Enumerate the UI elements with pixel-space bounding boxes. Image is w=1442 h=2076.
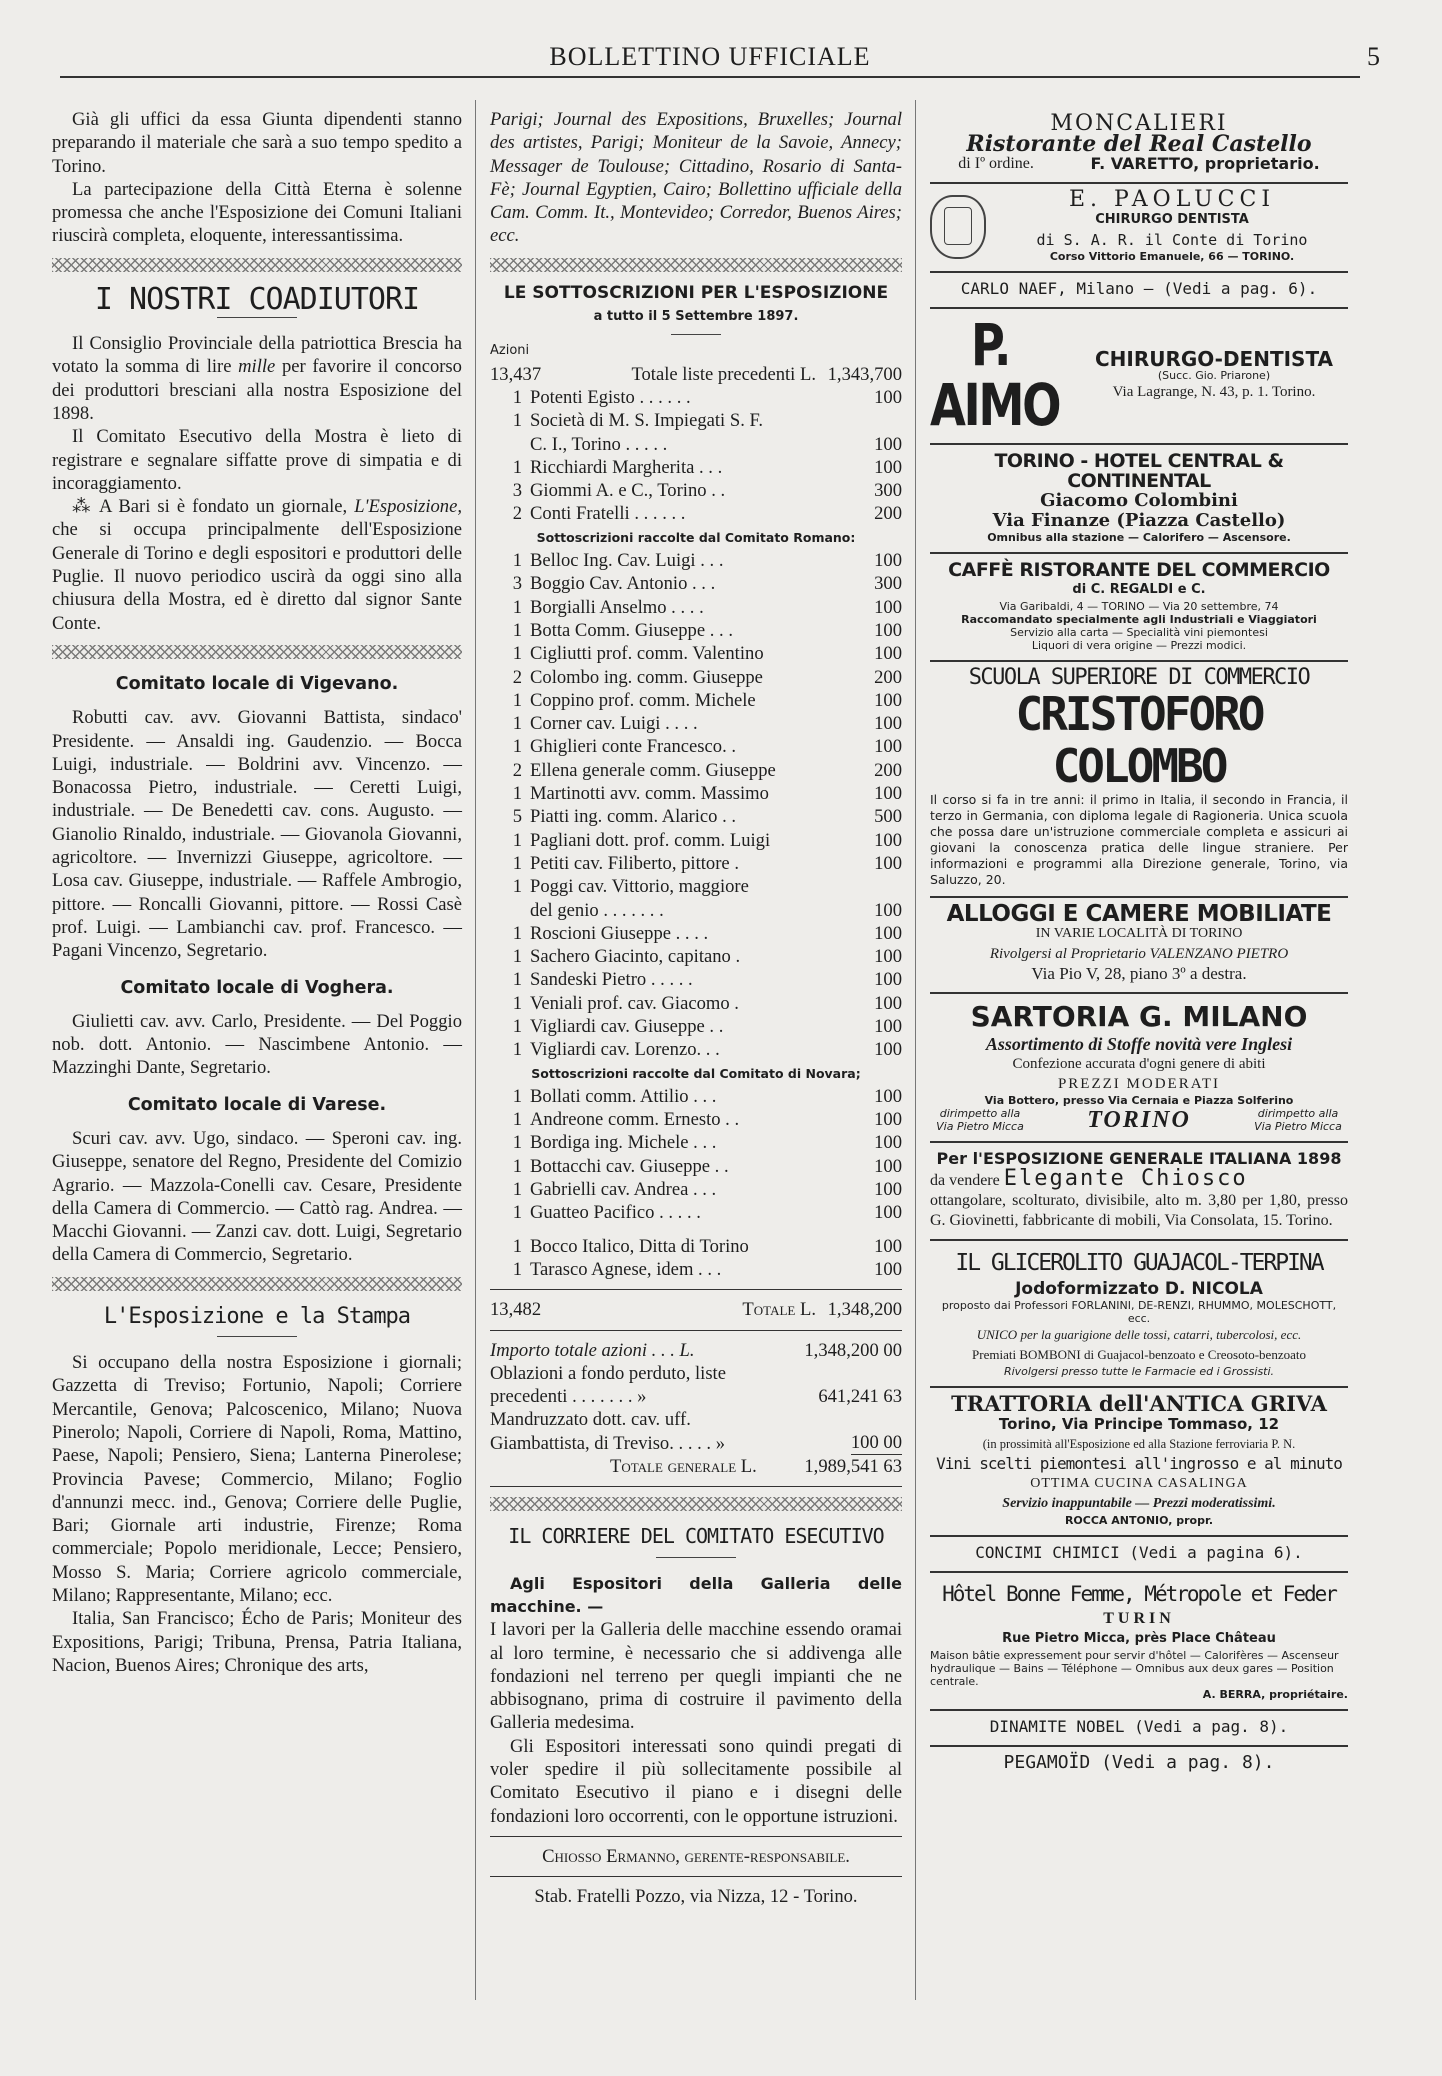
subscription-row bbox=[490, 712, 902, 735]
gerente-line: Chiosso Ermanno, gerente-responsabile. bbox=[542, 1845, 850, 1867]
row-amount: 100 bbox=[874, 1109, 902, 1131]
varese-members: Scuri cav. avv. Ugo, sindaco. — Speroni cav. ing. Giuseppe, senatore del Regno, Presidente del Comizio Agrario. — Mazzola-Conelli cav. Cesare, Presidente della Camera di Commercio. — Cattò rag. Andrea. — Macchi Giovanni. — Zanzi cav. dott. Luigi, Segretario della Camera di Commercio, Segretario. bbox=[52, 1127, 462, 1266]
row-shares: 2 bbox=[512, 666, 522, 688]
ad-text: Assortimento di Stoffe novità vere Inglesi bbox=[985, 1034, 1293, 1054]
row-subscriber: C. I., Torino . . . . . bbox=[530, 433, 668, 455]
row-shares: 1 bbox=[512, 386, 522, 408]
short-rule bbox=[217, 317, 297, 318]
ad-hotel-bonne-femme bbox=[930, 1573, 1348, 1711]
row-subscriber: Borgialli Anselmo . . . . bbox=[530, 596, 704, 618]
coadiutori-paragraph-1: Il Consiglio Provinciale della patriottica Brescia ha votato la somma di lire mille per favorire il concorso dei produttori bresciani alla nostra Esposizione del 1898. bbox=[52, 333, 462, 424]
ad-text: Torino, Via Principe Tommaso, 12 bbox=[998, 1415, 1280, 1433]
row-amount: 100 bbox=[874, 713, 902, 735]
ad-moncalieri bbox=[930, 108, 1348, 184]
row-amount: 100 bbox=[874, 992, 902, 1014]
ad-concimi: CONCIMI CHIMICI (Vedi a pagina 6). bbox=[930, 1537, 1348, 1573]
row-shares: 1 bbox=[512, 992, 522, 1014]
subscription-row bbox=[490, 1155, 902, 1178]
row-subscriber: Bocco Italico, Ditta di Torino bbox=[530, 1235, 749, 1257]
ad-title: P. AIMO bbox=[930, 311, 1060, 439]
footer-rule bbox=[490, 1836, 902, 1837]
row-amount: 100 bbox=[874, 1202, 902, 1224]
row-amount: 100 bbox=[874, 596, 902, 618]
row-subscriber: Società di M. S. Impiegati S. F. bbox=[530, 410, 763, 432]
coadiutori-paragraph-3: ⁂ A Bari si è fondato un giornale, L'Esposizione, che si occupa principalmente dell'Esposizione Generale di Torino e degli espositori e produttori delle Puglie. Il nuovo periodico uscirà da oggi sino alla chiusura della Mostra, ed è diretto dal signor Sante Conte. bbox=[52, 496, 462, 634]
ad-title: SARTORIA G. MILANO bbox=[970, 1000, 1308, 1033]
row-subscriber: Ellena generale comm. Giuseppe bbox=[530, 759, 776, 781]
column-middle bbox=[490, 108, 902, 1908]
subscription-row bbox=[490, 1235, 902, 1258]
row-subscriber: Piatti ing. comm. Alarico . . bbox=[530, 806, 737, 828]
row-amount: 100 bbox=[874, 1179, 902, 1201]
row-amount: 200 bbox=[874, 759, 902, 781]
subscription-row bbox=[490, 619, 902, 642]
ad-paolucci bbox=[930, 184, 1348, 273]
row-subscriber: Gabrielli cav. Andrea . . . bbox=[530, 1179, 717, 1201]
column-divider bbox=[915, 100, 916, 2000]
ad-text: dirimpetto alla Via Pietro Micca bbox=[1254, 1107, 1342, 1133]
row-shares: 1 bbox=[512, 876, 522, 898]
vigevano-heading: Comitato locale di Vigevano. bbox=[115, 673, 399, 694]
row-amount: 300 bbox=[874, 573, 902, 595]
stampa-heading: L'Esposizione e la Stampa bbox=[103, 1303, 411, 1329]
importo-row: Importo totale azioni . . . L. 1,348,200 00 bbox=[490, 1339, 902, 1361]
corriere-paragraph-1: I lavori per la Galleria delle macchine essendo oramai al loro termine, è necessario che si addivenga alle fondazioni nel terreno per quegli impianti che ne abbisognano, prima di costruire il pavimento della Galleria medesima. bbox=[490, 1619, 902, 1734]
ad-title: Hôtel Bonne Femme, Métropole et Feder bbox=[942, 1582, 1336, 1606]
section-title-coadiutori: I NOSTRI COADIUTORI bbox=[94, 281, 420, 317]
row-subscriber: Guatteo Pacifico . . . . . bbox=[530, 1202, 701, 1224]
row-shares: 2 bbox=[512, 503, 522, 525]
subscription-row bbox=[490, 596, 902, 619]
row-subscriber: Pagliani dott. prof. comm. Luigi bbox=[530, 829, 771, 851]
row-subscriber: Vigliardi cav. Lorenzo. . . bbox=[530, 1039, 720, 1061]
previous-total-row: 13,437 Totale liste precedenti L. 1,343,700 bbox=[490, 363, 902, 385]
subscription-row bbox=[490, 968, 902, 991]
row-shares: 1 bbox=[512, 1085, 522, 1107]
row-amount: 100 bbox=[874, 946, 902, 968]
row-subscriber: Belloc Ing. Cav. Luigi . . . bbox=[530, 550, 724, 572]
ad-text: Via Pio V, 28, piano 3º a destra. bbox=[1031, 964, 1247, 983]
row-subscriber: Martinotti avv. comm. Massimo bbox=[530, 783, 769, 805]
row-shares: 1 bbox=[512, 1258, 522, 1280]
subscription-row bbox=[490, 899, 902, 922]
ad-glicerolito bbox=[930, 1241, 1348, 1388]
row-shares: 1 bbox=[512, 619, 522, 641]
subscription-row bbox=[490, 666, 902, 689]
stampa-continuation: Parigi; Journal des Expositions, Bruxelles; Journal des artistes, Parigi; Moniteur de la Savoie, Annecy; Messager de Toulouse; Cittadino, Rosario di Santa-Fè; Journal Egyptien, Cairo; Bollettino ufficiale della Cam. Comm. It., Montevideo; Corredor, Buenos Aires; ecc. bbox=[490, 109, 902, 247]
ad-text: TURIN bbox=[1103, 1610, 1175, 1627]
row-subscriber: Bordiga ing. Michele . . . bbox=[530, 1132, 717, 1154]
row-amount: 500 bbox=[874, 806, 902, 828]
total-rule bbox=[490, 1330, 902, 1331]
row-subscriber: Poggi cav. Vittorio, maggiore bbox=[530, 876, 749, 898]
row-shares: 1 bbox=[512, 969, 522, 991]
subscription-list-novara bbox=[490, 1085, 902, 1225]
ad-title: SCUOLA SUPERIORE DI COMMERCIO bbox=[968, 665, 1310, 690]
ad-text: ottangolare, scolturato, divisibile, alto m. 3,80 per 1,80, presso G. Giovinetti, fabbricante di mobili, Via Consolata, 15. Torino. bbox=[930, 1192, 1348, 1229]
ad-text: di C. REGALDI e C. bbox=[1072, 582, 1206, 597]
row-subscriber: Vigliardi cav. Giuseppe . . bbox=[530, 1015, 724, 1037]
intro-paragraph: Già gli uffici da essa Giunta dipendenti stanno preparando il materiale che sarà a suo tempo spedito a Torino. bbox=[52, 109, 462, 177]
ad-text: Maison bâtie expressement pour servir d'hôtel — Calorifères — Ascenseur hydraulique — Bains — Téléphone — Omnibus aux deux gares — Position centrale. bbox=[930, 1649, 1339, 1688]
row-amount: 100 bbox=[874, 1085, 902, 1107]
subscription-row bbox=[490, 433, 902, 456]
wavy-divider bbox=[490, 258, 902, 272]
subscription-row bbox=[490, 642, 902, 665]
ad-text: di S. A. R. il Conte di Torino bbox=[1036, 231, 1308, 249]
subscription-row bbox=[490, 386, 902, 409]
ad-text: (in prossimità all'Esposizione ed alla Stazione ferroviaria P. N. bbox=[982, 1437, 1296, 1451]
voghera-members: Giulietti cav. avv. Carlo, Presidente. — Del Poggio nob. dott. Antonio. — Nascimbene Antonio. — Mazzinghi Dante, Segretario. bbox=[52, 1010, 462, 1079]
row-amount: 100 bbox=[874, 1235, 902, 1257]
ad-text: Via Finanze (Piazza Castello) bbox=[992, 510, 1286, 531]
row-shares: 1 bbox=[512, 643, 522, 665]
row-subscriber: Andreone comm. Ernesto . . bbox=[530, 1109, 740, 1131]
row-shares: 1 bbox=[512, 550, 522, 572]
oblazioni-row: Oblazioni a fondo perduto, liste precedenti . . . . . . . » 641,241 63 bbox=[490, 1362, 902, 1408]
short-rule bbox=[656, 1557, 736, 1558]
row-subscriber: Ricchiardi Margherita . . . bbox=[530, 456, 723, 478]
row-shares: 1 bbox=[512, 829, 522, 851]
wavy-divider bbox=[52, 645, 462, 659]
ad-text: Rue Pietro Micca, près Place Château bbox=[1002, 1631, 1276, 1646]
subscription-list-4 bbox=[490, 1235, 902, 1282]
subscription-row bbox=[490, 1178, 902, 1201]
corriere-paragraph-2: Gli Espositori interessati sono quindi pregati di voler spedire il più sollecitamente possibile al Comitato Esecutivo il piano e i disegni delle fondazioni loro occorrenti, con le opportune istruzioni. bbox=[490, 1735, 902, 1827]
ad-text: Premiati BOMBONI di Guajacol-benzoato e Creosoto-benzoato bbox=[972, 1347, 1306, 1362]
intro-paragraph-2: La partecipazione della Città Eterna è solenne promessa che anche l'Esposizione dei Comuni Italiani riuscirà completa, eloquente, interessantissima. bbox=[52, 178, 462, 247]
row-amount: 100 bbox=[874, 689, 902, 711]
subscription-row bbox=[490, 805, 902, 828]
ad-text: CHIRURGO DENTISTA bbox=[1095, 212, 1249, 227]
ad-text: dirimpetto alla Via Pietro Micca bbox=[936, 1107, 1024, 1133]
row-amount: 100 bbox=[874, 1015, 902, 1037]
subscription-row bbox=[490, 549, 902, 572]
ad-text: Elegante Chiosco bbox=[1003, 1166, 1248, 1191]
subscription-row bbox=[490, 735, 902, 758]
ad-text: di Iº ordine. bbox=[958, 155, 1034, 172]
row-amount: 100 bbox=[874, 899, 902, 921]
row-shares: 3 bbox=[512, 480, 522, 502]
row-shares: 1 bbox=[512, 456, 522, 478]
ad-text: IN VARIE LOCALITÀ DI TORINO bbox=[1035, 926, 1243, 941]
row-subscriber: Tarasco Agnese, idem . . . bbox=[530, 1258, 722, 1280]
ad-text: PREZZI MODERATI bbox=[1057, 1076, 1221, 1092]
column-ads bbox=[930, 108, 1348, 1781]
vigevano-members: Robutti cav. avv. Giovanni Battista, sindaco' Presidente. — Ansaldi ing. Gaudenzio. — Bocca Luigi, industriale. — Boldrini avv. Vincenzo. — Bonacossa Pietro, industriale. — Ceretti Luigi, industriale. — De Benedetti cav. cons. Augusto. — Gianolio Rinaldo, industriale. — Giovanola Giovanni, agricoltore. — Invernizzi Giuseppe, agricoltore. — Losa cav. Giuseppe, industriale. — Raffele Ambrogio, pittore. — Roncalli Giovanni, pittore. — Rossi Casè prof. Luigi. — Lambianchi cav. prof. Francesco. — Pagani Vincenzo, Segretario. bbox=[52, 707, 462, 962]
ad-title: TORINO - HOTEL CENTRAL & CONTINENTAL bbox=[994, 450, 1284, 492]
row-shares: 2 bbox=[512, 759, 522, 781]
row-shares: 1 bbox=[512, 689, 522, 711]
row-amount: 100 bbox=[874, 1258, 902, 1280]
corriere-heading: IL CORRIERE DEL COMITATO ESECUTIVO bbox=[508, 1524, 884, 1549]
row-amount: 100 bbox=[874, 1132, 902, 1154]
printer-line: Stab. Fratelli Pozzo, via Nizza, 12 - Torino. bbox=[534, 1886, 858, 1908]
ad-naef: CARLO NAEF, Milano — (Vedi a pag. 6). bbox=[930, 273, 1348, 309]
subscription-row bbox=[490, 689, 902, 712]
row-amount: 100 bbox=[874, 550, 902, 572]
subscription-row bbox=[490, 922, 902, 945]
row-shares: 1 bbox=[512, 852, 522, 874]
ad-text: A. BERRA, propriétaire. bbox=[1202, 1688, 1348, 1701]
ad-chiosco bbox=[930, 1143, 1348, 1241]
ad-scuola bbox=[930, 662, 1348, 898]
ad-title: E. PAOLUCCI bbox=[1068, 187, 1276, 212]
ad-text: Vini scelti piemontesi all'ingrosso e al minuto bbox=[936, 1454, 1342, 1473]
row-subscriber: Botta Comm. Giuseppe . . . bbox=[530, 619, 733, 641]
varese-heading: Comitato locale di Varese. bbox=[127, 1094, 387, 1115]
row-subscriber: Sandeski Pietro . . . . . bbox=[530, 969, 693, 991]
row-amount: 100 bbox=[874, 1039, 902, 1061]
row-subscriber: Coppino prof. comm. Michele bbox=[530, 689, 756, 711]
row-shares: 1 bbox=[512, 922, 522, 944]
ad-title: TRATTORIA dell'ANTICA GRIVA bbox=[951, 1391, 1327, 1416]
row-shares: 1 bbox=[512, 1015, 522, 1037]
ad-aimo bbox=[930, 309, 1348, 445]
row-amount: 300 bbox=[874, 480, 902, 502]
row-amount: 100 bbox=[874, 619, 902, 641]
row-subscriber: Cigliutti prof. comm. Valentino bbox=[530, 643, 764, 665]
ad-title: CAFFÈ RISTORANTE DEL COMMERCIO bbox=[948, 559, 1330, 581]
column-divider bbox=[475, 100, 476, 2000]
subscription-row bbox=[490, 1015, 902, 1038]
row-shares: 5 bbox=[512, 806, 522, 828]
ad-text: Jodoformizzato D. NICOLA bbox=[1015, 1279, 1263, 1299]
subscription-row bbox=[490, 1131, 902, 1154]
row-subscriber: Corner cav. Luigi . . . . bbox=[530, 713, 698, 735]
ad-text: ROCCA ANTONIO, propr. bbox=[1064, 1514, 1214, 1527]
row-shares: 1 bbox=[512, 1039, 522, 1061]
ad-title: MONCALIERI bbox=[1050, 111, 1228, 136]
mandruzzato-row: Mandruzzato dott. cav. uff. Giambattista, di Treviso. . . . . » 100 00 bbox=[490, 1409, 902, 1454]
short-rule bbox=[217, 1336, 297, 1337]
ad-text: Via Lagrange, N. 43, p. 1. Torino. bbox=[1112, 383, 1316, 400]
stampa-paragraph: Si occupano della nostra Esposizione i giornali; Gazzetta di Treviso; Fortunio, Napoli; Corriere Mercantile, Genova; Palcoscenico, Milano; Nuova Pinerolo; Napoli, Corriere di Napoli, Roma, Mattino, Paese, Napoli; Pensiero, Siena; Lanterna Pinerolese; Provincia Pavese; Commercio, Milano; Foglio d'annunzi mecc. ind., Genova; Corriere delle Puglie, Bari; Giornale arti industrie, Firenze; Roma commerciale; Popolo meridionale, Lecce; Pensiero, Mosso S. Maria; Corriere agricolo commerciale, Milano; Rappresentante, Milano; ecc. bbox=[52, 1352, 462, 1607]
azioni-label: Azioni bbox=[490, 343, 530, 359]
ad-caffe bbox=[930, 554, 1348, 662]
row-subscriber: Ghiglieri conte Francesco. . bbox=[530, 736, 737, 758]
ad-text: Liquori di vera origine — Prezzi modici. bbox=[1031, 639, 1247, 652]
journal-title: BOLLETTINO UFFICIALE bbox=[549, 42, 871, 71]
grand-total-row: Totale generale L. 1,989,541 63 bbox=[610, 1456, 902, 1478]
ad-text: Rivolgersi presso tutte le Farmacie ed i Grossisti. bbox=[1003, 1365, 1275, 1378]
wavy-divider bbox=[52, 1277, 462, 1291]
ad-text: Confezione accurata d'ogni genere di abiti bbox=[1012, 1056, 1266, 1072]
ad-title: IL GLICEROLITO GUAJACOL-TERPINA bbox=[955, 1250, 1323, 1276]
row-subscriber: Conti Fratelli . . . . . . bbox=[530, 503, 686, 525]
subscription-row bbox=[490, 1085, 902, 1108]
subscription-row bbox=[490, 409, 902, 432]
ad-title: ALLOGGI E CAMERE MOBILIATE bbox=[946, 901, 1332, 927]
ad-text: Rivolgersi al Proprietario VALENZANO PIETRO bbox=[989, 946, 1289, 962]
row-shares: 3 bbox=[512, 573, 522, 595]
row-amount: 200 bbox=[874, 503, 902, 525]
row-subscriber: Giommi A. e C., Torino . . bbox=[530, 480, 726, 502]
ad-text: Via Bottero, presso Via Cernaia e Piazza Solferino bbox=[984, 1094, 1294, 1107]
subscription-row bbox=[490, 479, 902, 502]
row-subscriber: Sachero Giacinto, capitano . bbox=[530, 946, 741, 968]
ad-text: OTTIMA CUCINA CASALINGA bbox=[1030, 1476, 1248, 1491]
row-shares: 1 bbox=[512, 713, 522, 735]
subscription-row bbox=[490, 829, 902, 852]
page-number: 5 bbox=[1367, 42, 1380, 71]
row-shares: 1 bbox=[512, 1109, 522, 1131]
wavy-divider bbox=[52, 258, 462, 272]
ad-text: UNICO per la guarigione delle tossi, catarri, tubercolosi, ecc. bbox=[976, 1327, 1302, 1342]
row-amount: 100 bbox=[874, 736, 902, 758]
ad-text: TORINO bbox=[1087, 1107, 1191, 1133]
ad-text: da vendere bbox=[930, 1172, 1000, 1189]
ad-text: Omnibus alla stazione — Calorifero — Ascensore. bbox=[987, 531, 1291, 544]
ad-text: Servizio alla carta — Specialità vini piemontesi bbox=[1010, 626, 1268, 639]
row-amount: 100 bbox=[874, 969, 902, 991]
subscription-row bbox=[490, 456, 902, 479]
row-shares: 1 bbox=[512, 946, 522, 968]
ad-hotel-central bbox=[930, 445, 1348, 554]
row-subscriber: del genio . . . . . . . bbox=[530, 899, 664, 921]
footer-rule bbox=[490, 1876, 902, 1877]
row-subscriber: Petiti cav. Filiberto, pittore . bbox=[530, 852, 739, 874]
row-subscriber: Potenti Egisto . . . . . . bbox=[530, 386, 691, 408]
subscription-row bbox=[490, 852, 902, 875]
corriere-lead: Agli Espositori della Galleria delle macchine. — bbox=[490, 1573, 902, 1616]
group-heading-novara: Sottoscrizioni raccolte dal Comitato di Novara; bbox=[531, 1065, 861, 1081]
ad-text: F. VARETTO, proprietario. bbox=[1090, 154, 1320, 173]
total-rule bbox=[490, 1289, 902, 1290]
ad-text: Il corso si fa in tre anni: il primo in Italia, il secondo in Francia, il terzo in Germania, con diploma legale di Ragioneria. Unica scuola che possa dare un'istruzione commerciale completa e assicuri ai giovani la conoscenza pratica delle lingue straniere. Per informazioni e programmi alla Direzione generale, Torino, via Saluzzo, 20. bbox=[930, 792, 1348, 887]
row-amount: 200 bbox=[874, 666, 902, 688]
coat-of-arms-icon bbox=[930, 195, 986, 259]
wavy-divider bbox=[490, 1497, 902, 1511]
voghera-heading: Comitato locale di Voghera. bbox=[120, 977, 394, 998]
subscription-list-1 bbox=[490, 386, 902, 526]
coadiutori-paragraph-2: Il Comitato Esecutivo della Mostra è lieto di registrare e segnalare siffatte prove di simpatia e di incoraggiamento. bbox=[52, 426, 462, 494]
ad-trattoria bbox=[930, 1388, 1348, 1537]
row-subscriber: Roscioni Giuseppe . . . . bbox=[530, 922, 709, 944]
row-amount: 100 bbox=[874, 1155, 902, 1177]
ad-text: Servizio inappuntabile — Prezzi moderatissimi. bbox=[1002, 1496, 1276, 1511]
subscription-row bbox=[490, 1258, 902, 1281]
row-subscriber: Boggio Cav. Antonio . . . bbox=[530, 573, 716, 595]
ad-subtitle: Ristorante del Real Castello bbox=[966, 131, 1312, 157]
ad-text: CHIRURGO-DENTISTA bbox=[1094, 346, 1334, 371]
ad-text: Raccomandato specialmente agli Industriali e Viaggiatori bbox=[961, 613, 1317, 626]
section-rule bbox=[490, 1486, 902, 1487]
row-shares: 1 bbox=[512, 1202, 522, 1224]
row-amount: 100 bbox=[874, 433, 902, 455]
subscription-row bbox=[490, 1038, 902, 1061]
subscription-row bbox=[490, 1108, 902, 1131]
sottoscrizioni-heading: LE SOTTOSCRIZIONI PER L'ESPOSIZIONE bbox=[503, 282, 889, 303]
total-row: 13,482 Totale L. 1,348,200 bbox=[490, 1299, 902, 1321]
ad-title: Per l'ESPOSIZIONE GENERALE ITALIANA 1898 bbox=[936, 1149, 1342, 1168]
row-shares: 1 bbox=[512, 736, 522, 758]
row-amount: 100 bbox=[874, 643, 902, 665]
ad-text: Corso Vittorio Emanuele, 66 — TORINO. bbox=[1049, 250, 1295, 263]
column-left bbox=[52, 108, 462, 1677]
subscription-row bbox=[490, 945, 902, 968]
subscription-row bbox=[490, 572, 902, 595]
row-amount: 100 bbox=[874, 852, 902, 874]
ad-alloggi bbox=[930, 898, 1348, 994]
row-amount: 100 bbox=[874, 922, 902, 944]
row-shares: 1 bbox=[512, 1179, 522, 1201]
row-shares: 1 bbox=[512, 596, 522, 618]
ad-text: proposto dai Professori FORLANINI, DE-RENZI, RHUMMO, MOLESCHOTT, ecc. bbox=[941, 1299, 1337, 1325]
row-amount: 100 bbox=[874, 456, 902, 478]
ad-pegamoid: PEGAMOÏD (Vedi a pag. 8). bbox=[1003, 1752, 1275, 1773]
short-rule bbox=[671, 334, 721, 335]
subscription-row bbox=[490, 875, 902, 898]
subscription-list-roma bbox=[490, 549, 902, 1062]
subscription-row bbox=[490, 1201, 902, 1224]
row-subscriber: Veniali prof. cav. Giacomo . bbox=[530, 992, 739, 1014]
ad-title-large: CRISTOFORO COLOMBO bbox=[1015, 687, 1263, 793]
row-subscriber: Bottacchi cav. Giuseppe . . bbox=[530, 1155, 729, 1177]
row-shares: 1 bbox=[512, 410, 522, 432]
row-subscriber: Colombo ing. comm. Giuseppe bbox=[530, 666, 763, 688]
sottoscrizioni-date: a tutto il 5 Settembre 1897. bbox=[593, 309, 799, 325]
row-shares: 1 bbox=[512, 1155, 522, 1177]
subscription-row bbox=[490, 992, 902, 1015]
subscription-row bbox=[490, 502, 902, 525]
row-subscriber: Bollati comm. Attilio . . . bbox=[530, 1085, 717, 1107]
ad-dinamite: DINAMITE NOBEL (Vedi a pag. 8). bbox=[930, 1711, 1348, 1747]
row-shares: 1 bbox=[512, 1235, 522, 1257]
ad-text: (Succ. Gio. Priarone) bbox=[1157, 368, 1271, 382]
row-shares: 1 bbox=[512, 1132, 522, 1154]
row-amount: 100 bbox=[874, 386, 902, 408]
subscription-row bbox=[490, 782, 902, 805]
group-heading-roma: Sottoscrizioni raccolte dal Comitato Romano: bbox=[536, 529, 856, 545]
row-amount: 100 bbox=[874, 783, 902, 805]
ad-sartoria bbox=[930, 994, 1348, 1143]
row-shares: 1 bbox=[512, 783, 522, 805]
page-header bbox=[60, 40, 1380, 78]
ad-text: Via Garibaldi, 4 — TORINO — Via 20 settembre, 74 bbox=[999, 600, 1279, 613]
ad-text: Giacomo Colombini bbox=[1040, 490, 1238, 511]
row-amount: 100 bbox=[874, 829, 902, 851]
subscription-row bbox=[490, 759, 902, 782]
stampa-paragraph-2: Italia, San Francisco; Écho de Paris; Moniteur des Expositions, Parigi; Tribuna, Prensa, Patria Italiana, Nacion, Buenos Aires; Chronique des arts, bbox=[52, 1608, 462, 1676]
